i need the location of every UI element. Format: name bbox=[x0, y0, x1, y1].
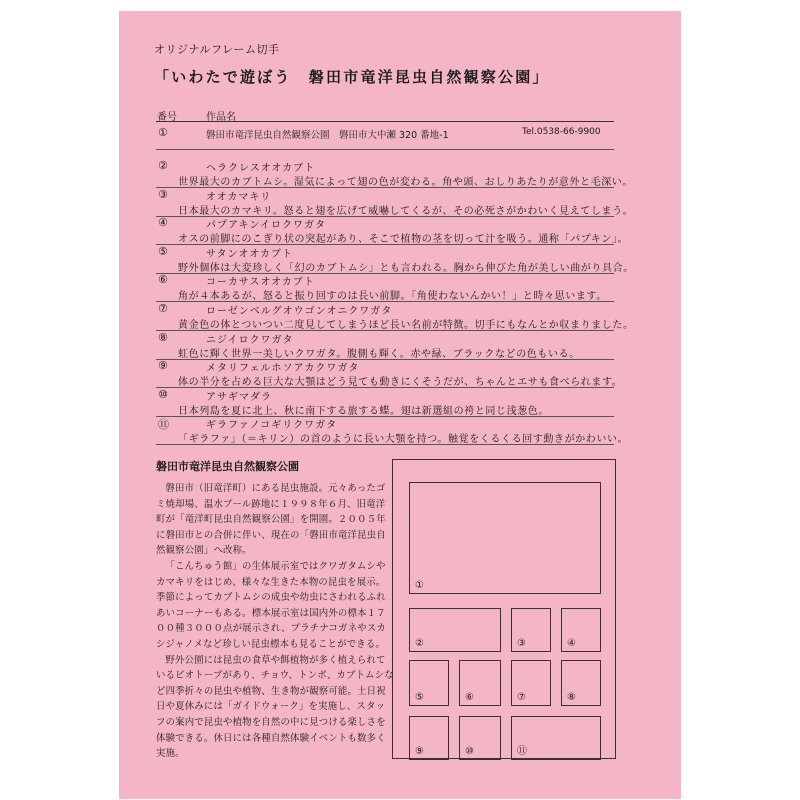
row-title: ニジイロクワガタ bbox=[206, 334, 294, 346]
row-description: 日本列島を夏に北上、秋に南下する旅する蝶。翅は新選組の袴と同じ浅葱色。 bbox=[178, 405, 549, 417]
stamp-slot-6 bbox=[459, 660, 501, 706]
row-title: サタンオオカブト bbox=[206, 248, 293, 260]
row-address: 磐田市竜洋昆虫自然観察公園 磐田市大中瀬 320 番地-1 bbox=[206, 130, 449, 141]
stamp-slot-8 bbox=[561, 660, 601, 706]
row-title: アサギマダラ bbox=[206, 391, 272, 403]
row-description: 世界最大のカブトムシ。湿気によって翅の色が変わる。角や頭、おしりあたりが意外と毛深い。 bbox=[178, 177, 633, 188]
stamp-slot-label: ③ bbox=[517, 638, 526, 649]
row-number: ② bbox=[158, 159, 168, 172]
about-paragraph-3: 野外公園には昆虫の食草や餌植物が多く植えられているビオトープがあり、チョウ、トンボ、カブトムシなど四季折々の昆虫や植物、生き物が観察可能。土日祝日や夏休みには「ガイドウォーク」を実施し、スタッフの案内で昆虫や植物を自然の中に見つける楽しさを体験できる。休日には各種自然体験イベントも数多く実施。 bbox=[156, 654, 394, 760]
table-row bbox=[120, 159, 682, 187]
about-paragraph-1: 磐田市（旧竜洋町）にある昆虫施設。元々あったゴミ焼却場、温水プール跡地に１９９８年６月、旧竜洋町が「竜洋町昆虫自然観察公園」を開園。２００５年に磐田市との合併に伴い、現在の「磐田市竜洋昆虫自然観察公園」へ改称。 bbox=[156, 483, 386, 557]
row-description: 黄金色の体とついつい二度見してしまうほど長い名前が特徴。切手にもなんとか収まりました。 bbox=[178, 320, 634, 331]
stamp-slot-4 bbox=[561, 608, 601, 652]
row-description: 日本最大のカマキリ。怒ると翅を広げて威嚇してくるが、その必死さがかわいく見えてしまう。 bbox=[178, 205, 634, 217]
about-heading: 磐田市竜洋昆虫自然観察公園 bbox=[156, 460, 299, 473]
stamp-slot-label: ⑥ bbox=[465, 692, 474, 703]
stamp-slot-11 bbox=[511, 716, 601, 760]
row-title: コーカサスオオカブト bbox=[206, 277, 315, 289]
row-divider bbox=[156, 149, 614, 150]
stamp-slot-label: ④ bbox=[567, 638, 576, 649]
sheet-subtitle: オリジナルフレーム切手 bbox=[154, 43, 280, 56]
sheet-title: 「いわたで遊ぼう 磐田市竜洋昆虫自然観察公園」 bbox=[154, 68, 550, 86]
stamp-slot-1 bbox=[409, 482, 601, 594]
row-description: 野外個体は大変珍しく「幻のカブトムシ」とも言われる。胸から伸びた角が美しい曲がり具合。 bbox=[178, 262, 634, 274]
stamp-slot-9 bbox=[409, 716, 449, 760]
about-text bbox=[156, 481, 394, 762]
row-title: ヘラクレスオオカブト bbox=[206, 163, 316, 174]
column-header-title: 作品名 bbox=[206, 112, 236, 123]
stamp-slot-label: ⑧ bbox=[567, 692, 576, 703]
row-number: ⑧ bbox=[158, 330, 168, 344]
stamp-slot-label: ⑪ bbox=[517, 746, 527, 757]
row-title: オオカマキリ bbox=[206, 191, 272, 203]
row-number: ⑪ bbox=[158, 418, 169, 432]
row-number: ⑦ bbox=[158, 302, 168, 315]
row-description: 虹色に輝く世界一美しいクワガタ。腹側も輝く。赤や緑、ブラックなどの色もいる。 bbox=[178, 348, 580, 360]
table-row bbox=[120, 359, 682, 387]
table-row bbox=[120, 302, 682, 330]
stamp-slot-label: ⑦ bbox=[517, 692, 526, 703]
row-title: パプアキンイロクワガタ bbox=[206, 220, 326, 232]
row-title: ローゼンベルグオウゴンオニクワガタ bbox=[206, 306, 393, 317]
table-row bbox=[120, 331, 682, 359]
table-row bbox=[120, 188, 682, 216]
stamp-slot-2 bbox=[409, 608, 501, 652]
row-description: 角が４本あるが、怒ると振り回すのは長い前脚。「角使わないんかい！」と時々思います。 bbox=[178, 291, 607, 303]
row-number: ⑨ bbox=[158, 359, 168, 373]
table-row bbox=[120, 416, 682, 444]
row-number: ⑤ bbox=[158, 244, 168, 258]
stamp-frame-layout bbox=[392, 459, 616, 759]
row-description: オスの前脚にのこぎり状の突起があり、そこで植物の茎を切って汁を吸う。通称「パプキン」。 bbox=[178, 234, 629, 246]
row-number: ④ bbox=[158, 216, 168, 230]
stamp-slot-7 bbox=[511, 660, 551, 706]
stamp-slot-5 bbox=[409, 660, 449, 706]
row-divider bbox=[156, 444, 614, 445]
stamp-slot-label: ② bbox=[415, 638, 424, 649]
table-row bbox=[120, 388, 682, 416]
row-telephone: Tel.0538-66-9900 bbox=[522, 127, 601, 137]
row-description: 体の半分を占める巨大な大顎はどう見ても動きにくそうだが、ちゃんとエサも食べられます。 bbox=[178, 377, 623, 389]
stamp-slot-label: ⑤ bbox=[415, 692, 424, 703]
stamp-slot-label: ⑩ bbox=[465, 746, 474, 757]
stamp-slot-label: ⑨ bbox=[415, 746, 424, 757]
column-header-number: 番号 bbox=[157, 112, 177, 123]
table-row bbox=[120, 216, 682, 244]
stamp-sheet-document bbox=[119, 11, 681, 799]
row-title: メタリフェルホソアカクワガタ bbox=[206, 363, 360, 375]
table-row bbox=[120, 273, 682, 301]
stamp-slot-3 bbox=[511, 608, 551, 652]
about-paragraph-2: 「こんちゅう館」の生体展示室ではクワガタムシやカマキリをはじめ、様々な生きた本物の昆虫を展示。季節によってカブトムシの成虫や幼虫にさわれるふれあいコーナーもある。標本展示室は国内外の標本１７００種３０００点が展示され、プラチナコガネやスカシジャノメなど珍しい昆虫標本も見ることができる。 bbox=[156, 560, 386, 650]
row-number: ① bbox=[158, 126, 168, 139]
row-title: ギラファノコギリクワガタ bbox=[206, 420, 338, 432]
row-number: ⑩ bbox=[158, 387, 168, 401]
row-number: ⑥ bbox=[158, 273, 168, 287]
row-description: 「ギラファ」（＝キリン）の首のように長い大顎を持つ。触覚をくるくる回す動きがかわいい。 bbox=[178, 434, 629, 446]
stamp-slot-label: ① bbox=[415, 580, 424, 591]
row-number: ③ bbox=[158, 187, 168, 201]
table-row-first bbox=[120, 121, 682, 149]
stamp-slot-10 bbox=[459, 716, 501, 760]
table-row bbox=[120, 245, 682, 273]
